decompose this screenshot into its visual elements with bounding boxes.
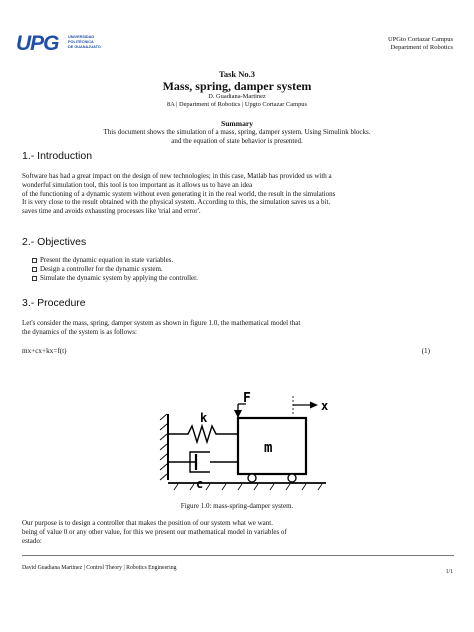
objectives-list <box>32 256 198 283</box>
equation-number: (1) <box>421 347 430 355</box>
bullet-box-icon <box>32 258 37 263</box>
mass-label: m <box>264 440 273 456</box>
equation: mx+cx+kx=f(t) <box>22 347 67 355</box>
force-label: F <box>243 391 251 406</box>
damper <box>168 452 238 472</box>
objectives-heading: 2.- Objectives <box>22 236 87 248</box>
bullet-box-icon <box>32 267 37 272</box>
spring <box>168 426 238 442</box>
x-arrowhead <box>310 402 318 409</box>
header-campus: UPGto Cortazar Campus <box>388 36 453 43</box>
mass-spring-damper-figure <box>150 388 346 493</box>
header-institution <box>388 36 453 52</box>
figure-caption: Figure 1.0: mass-spring-damper system. <box>180 502 294 510</box>
wheel <box>288 474 296 482</box>
procedure-closing: Our purpose is to design a controller that makes the position of our system what we want. being of value 0 or any other value, for this we present our mathematical model in variables of estado: <box>22 519 287 545</box>
affiliation: 8A | Department of Robotics | Upgto Cortazar Campus <box>167 101 307 108</box>
spring-label: k <box>200 411 208 425</box>
header-department: Department of Robotics <box>390 44 453 51</box>
displacement-label: x <box>321 399 329 413</box>
summary-line: and the equation of state behavior is presented. <box>171 136 303 145</box>
introduction-heading: 1.- Introduction <box>22 150 93 162</box>
logo-mark: UPG <box>16 32 59 55</box>
wheel <box>248 474 256 482</box>
author: D. Guadiana-Martinez <box>208 93 266 100</box>
footer-divider <box>22 555 454 556</box>
procedure-intro: Let's consider the mass, spring, damper system as shown in figure 1.0, the mathematical model that the dynamics of the system is as follows: <box>22 319 301 336</box>
force-arrowhead <box>234 410 242 418</box>
introduction-paragraph: Software has had a great impact on the design of new technologies; in this case, Matlab has provided us with a wonderful simulation tool, this tool is too important as it allows us to have an idea of the functioning of a dynamic system without even generating it in the real world, the result in the simulations It is very close to the result obtained with the physical system. According to this, the simulation saves us a bit. saves time and avoids exhausting processes like 'trial and error'. <box>22 172 336 216</box>
page-number: 1/1 <box>445 569 453 575</box>
wall-hatching <box>160 414 167 480</box>
damper-label: c <box>196 477 204 491</box>
bullet-box-icon <box>32 276 37 281</box>
document-title: Mass, spring, damper system <box>162 79 312 93</box>
list-item: Present the dynamic equation in state variables. <box>32 256 198 265</box>
summary-heading: Summary <box>220 119 254 128</box>
summary-line: This document shows the simulation of a mass, spring, damper system. Using Simulink blocks. <box>103 128 371 136</box>
list-item: Design a controller for the dynamic system. <box>32 265 198 274</box>
title-block <box>0 69 474 145</box>
logo-wordmark: UNIVERSIDAD POLITÉCNICA DE GUANAJUATO <box>68 35 101 49</box>
procedure-heading: 3.- Procedure <box>22 297 86 309</box>
footer-credits: David Guadiana Martinez | Control Theory | Robotics Engineering <box>22 565 177 571</box>
task-number: Task No.3 <box>218 69 256 79</box>
list-item: Simulate the dynamic system by applying the controller. <box>32 274 198 283</box>
